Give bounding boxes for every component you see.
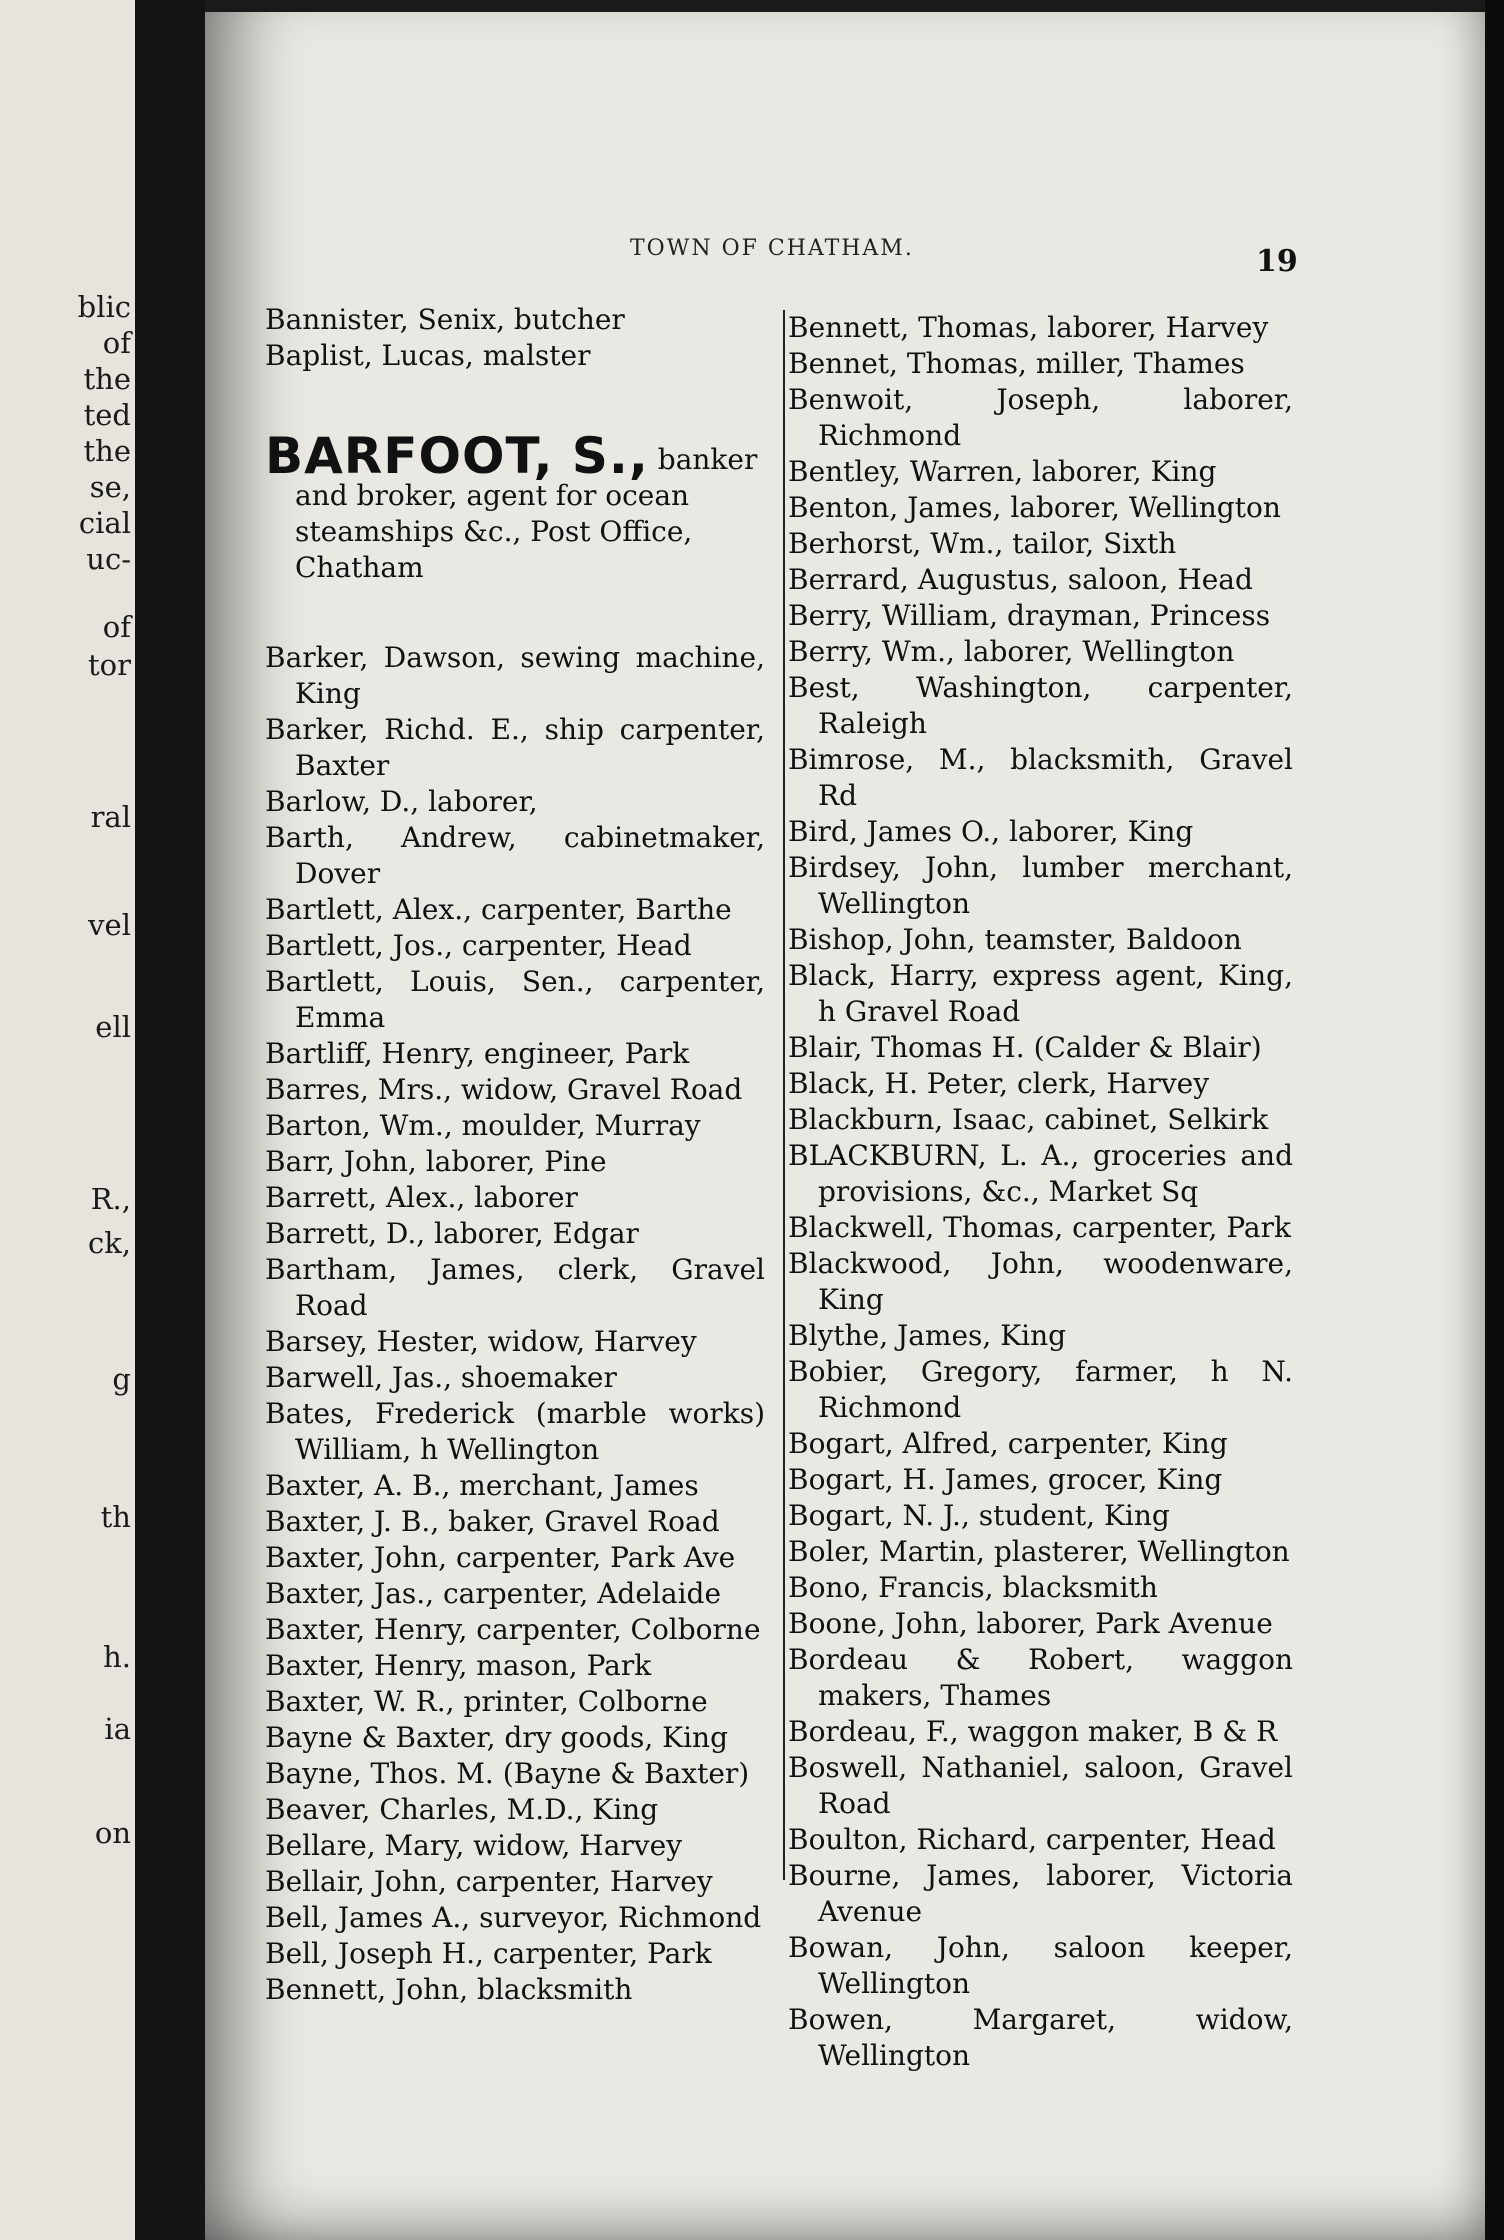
margin-fragment: se, — [89, 470, 131, 504]
directory-entry: Blair, Thomas H. (Calder & Blair) — [788, 1031, 1262, 1064]
directory-entry: Bartham, James, clerk, Gravel Road — [265, 1253, 765, 1322]
directory-entry: Bird, James O., laborer, King — [788, 815, 1194, 848]
directory-entry: Bayne & Baxter, dry goods, King — [265, 1721, 728, 1754]
directory-entry: Boone, John, laborer, Park Avenue — [788, 1607, 1273, 1640]
directory-entry: Black, H. Peter, clerk, Harvey — [788, 1067, 1210, 1100]
directory-entry: Boulton, Richard, carpenter, Head — [788, 1823, 1276, 1856]
directory-entry: Best, Washington, carpenter, Raleigh — [788, 671, 1293, 740]
margin-fragment: tor — [88, 648, 131, 682]
directory-entry: Barrett, D., laborer, Edgar — [265, 1217, 639, 1250]
column-divider-rule — [783, 310, 785, 1880]
margin-fragment: of — [102, 326, 131, 360]
directory-entry: Barton, Wm., moulder, Murray — [265, 1109, 701, 1142]
directory-entry: Bennett, John, blacksmith — [265, 1973, 633, 2006]
margin-fragment: on — [94, 1816, 131, 1850]
directory-entry: Benwoit, Joseph, laborer, Richmond — [788, 383, 1293, 452]
directory-entry: Bono, Francis, blacksmith — [788, 1571, 1158, 1604]
directory-entry: Bartliff, Henry, engineer, Park — [265, 1037, 690, 1070]
directory-entry: Barth, Andrew, cabinetmaker, Dover — [265, 821, 765, 890]
directory-entry: Bogart, N. J., student, King — [788, 1499, 1170, 1532]
margin-fragment: of — [102, 610, 131, 644]
directory-entry: Bowen, Margaret, widow, Wellington — [788, 2003, 1293, 2072]
directory-entry: Boler, Martin, plasterer, Wellington — [788, 1535, 1290, 1568]
directory-entry: Berrard, Augustus, saloon, Head — [788, 563, 1253, 596]
directory-entry: Benton, James, laborer, Wellington — [788, 491, 1281, 524]
directory-entry: Bates, Frederick (marble works) William, h Wellington — [265, 1397, 765, 1466]
ad-description: banker and broker, agent for ocean steamships &c., Post Office, Chatham — [295, 443, 758, 584]
margin-fragment: the — [83, 434, 131, 468]
barfoot-advertisement — [265, 427, 765, 586]
margin-fragment: ell — [95, 1010, 131, 1044]
directory-entry: Barres, Mrs., widow, Gravel Road — [265, 1073, 743, 1106]
directory-entry: Baxter, John, carpenter, Park Ave — [265, 1541, 736, 1574]
running-head: TOWN OF CHATHAM. — [630, 236, 914, 261]
directory-entry: Berhorst, Wm., tailor, Sixth — [788, 527, 1177, 560]
directory-entry: Bellare, Mary, widow, Harvey — [265, 1829, 683, 1862]
margin-fragment: the — [83, 362, 131, 396]
right-column — [788, 310, 1293, 2074]
directory-entry: Bayne, Thos. M. (Bayne & Baxter) — [265, 1757, 750, 1790]
directory-entry: Bogart, Alfred, carpenter, King — [788, 1427, 1228, 1460]
directory-entry: Beaver, Charles, M.D., King — [265, 1793, 659, 1826]
directory-entry: Berry, Wm., laborer, Wellington — [788, 635, 1235, 668]
margin-fragment: ia — [104, 1712, 131, 1746]
directory-entry: Barlow, D., laborer, — [265, 785, 538, 818]
margin-fragment: h. — [103, 1640, 131, 1674]
directory-entry: Bartlett, Jos., carpenter, Head — [265, 929, 692, 962]
left-top-entries — [265, 302, 765, 374]
directory-entry: Barker, Dawson, sewing machine, King — [265, 641, 765, 710]
directory-entry: Baxter, J. B., baker, Gravel Road — [265, 1505, 720, 1538]
margin-fragment: ck, — [87, 1226, 131, 1260]
directory-entry: Boswell, Nathaniel, saloon, Gravel Road — [788, 1751, 1293, 1820]
directory-entry: Barker, Richd. E., ship carpenter, Baxter — [265, 713, 765, 782]
directory-entry: Baplist, Lucas, malster — [265, 339, 591, 372]
directory-entry: Baxter, Henry, carpenter, Colborne — [265, 1613, 761, 1646]
directory-entry: Blackwell, Thomas, carpenter, Park — [788, 1211, 1291, 1244]
directory-entry: Bordeau & Robert, waggon makers, Thames — [788, 1643, 1293, 1712]
directory-entry: Baxter, W. R., printer, Colborne — [265, 1685, 708, 1718]
directory-entry: Bell, Joseph H., carpenter, Park — [265, 1937, 712, 1970]
ad-name: BARFOOT, S., — [265, 427, 649, 485]
directory-entry: Blackwood, John, woodenware, King — [788, 1247, 1293, 1316]
margin-fragment: cial — [78, 506, 131, 540]
directory-entry: Bellair, John, carpenter, Harvey — [265, 1865, 713, 1898]
page-top-edge — [205, 0, 1485, 12]
directory-entry: Bell, James A., surveyor, Richmond — [265, 1901, 762, 1934]
directory-entry: Bogart, H. James, grocer, King — [788, 1463, 1223, 1496]
margin-fragment: uc- — [86, 542, 131, 576]
directory-entry: Berry, William, drayman, Princess — [788, 599, 1271, 632]
directory-entry: Barrett, Alex., laborer — [265, 1181, 578, 1214]
directory-entry: Baxter, A. B., merchant, James — [265, 1469, 699, 1502]
page-right-edge — [1485, 0, 1504, 2240]
directory-entry: Bordeau, F., waggon maker, B & R — [788, 1715, 1278, 1748]
adjacent-page-edge — [0, 0, 135, 2240]
directory-entry: Bartlett, Louis, Sen., carpenter, Emma — [265, 965, 765, 1034]
directory-entry: Baxter, Jas., carpenter, Adelaide — [265, 1577, 722, 1610]
directory-entry: Bowan, John, saloon keeper, Wellington — [788, 1931, 1293, 2000]
right-entries — [788, 310, 1293, 2074]
directory-entry: Barwell, Jas., shoemaker — [265, 1361, 617, 1394]
margin-fragment: vel — [88, 908, 131, 942]
book-binding-gutter — [135, 0, 205, 2240]
page-number: 19 — [1256, 244, 1298, 279]
directory-entry: Bannister, Senix, butcher — [265, 303, 625, 336]
left-column — [265, 302, 765, 2008]
directory-entry: Black, Harry, express agent, King, h Gravel Road — [788, 959, 1293, 1028]
directory-entry: Bennet, Thomas, miller, Thames — [788, 347, 1245, 380]
directory-entry: Blackburn, Isaac, cabinet, Selkirk — [788, 1103, 1269, 1136]
directory-entry: Bishop, John, teamster, Baldoon — [788, 923, 1242, 956]
directory-entry: Bourne, James, laborer, Victoria Avenue — [788, 1859, 1293, 1928]
margin-fragment: g — [112, 1362, 131, 1396]
directory-entry: Barr, John, laborer, Pine — [265, 1145, 607, 1178]
margin-fragment: blic — [77, 290, 131, 324]
margin-fragment: R., — [90, 1182, 131, 1216]
directory-entry: BLACKBURN, L. A., groceries and provisions, &c., Market Sq — [788, 1139, 1293, 1208]
directory-entry: Blythe, James, King — [788, 1319, 1067, 1352]
directory-entry: Barsey, Hester, widow, Harvey — [265, 1325, 697, 1358]
directory-entry: Bentley, Warren, laborer, King — [788, 455, 1217, 488]
directory-entry: Bimrose, M., blacksmith, Gravel Rd — [788, 743, 1293, 812]
margin-fragment: ted — [83, 398, 131, 432]
margin-fragment: th — [100, 1500, 131, 1534]
directory-entry: Bennett, Thomas, laborer, Harvey — [788, 311, 1269, 344]
margin-fragment: ral — [90, 800, 131, 834]
directory-entry: Bobier, Gregory, farmer, h N. Richmond — [788, 1355, 1293, 1424]
directory-entry: Baxter, Henry, mason, Park — [265, 1649, 652, 1682]
directory-entry: Bartlett, Alex., carpenter, Barthe — [265, 893, 732, 926]
left-entries — [265, 640, 765, 2008]
directory-entry: Birdsey, John, lumber merchant, Wellington — [788, 851, 1293, 920]
